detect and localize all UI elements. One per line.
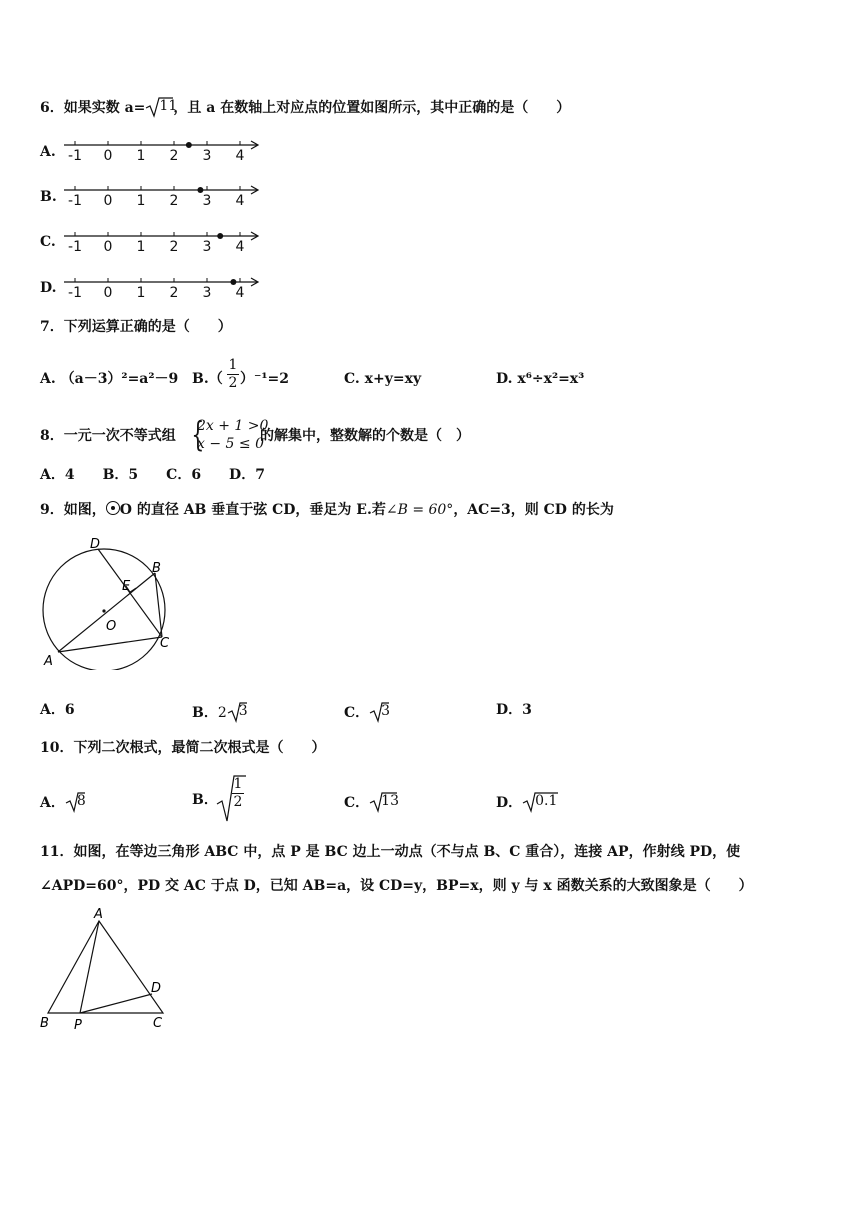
number-line-tick-label: -1 xyxy=(68,239,82,253)
q10-c-arg: 13 xyxy=(381,793,399,809)
q8-stem-pre: 8．一元一次不等式组 xyxy=(40,428,176,444)
q6-option-c-label: C. xyxy=(40,234,56,250)
q9-stem xyxy=(40,501,614,519)
number-line-tick-label: 2 xyxy=(169,193,179,207)
number-line-tick-label: 4 xyxy=(235,193,245,207)
q11-label-a: A xyxy=(94,907,103,922)
q10-option-c xyxy=(344,791,397,813)
q7-b-num: 1 xyxy=(228,357,238,373)
q11-label-p: P xyxy=(74,1018,82,1033)
q6-number-line-a xyxy=(62,136,262,162)
q6-number-line-d xyxy=(62,273,262,299)
q9-label-o: O xyxy=(106,619,117,634)
number-line-tick-label: 0 xyxy=(103,239,113,253)
q6-sqrt xyxy=(145,96,178,118)
q11-label-b: B xyxy=(40,1016,49,1031)
q6-option-b-label: B. xyxy=(40,189,57,205)
number-line-tick-label: -1 xyxy=(68,148,82,162)
q10-c-label: C． xyxy=(344,795,370,811)
q9-option-d: D．3 xyxy=(496,702,532,718)
q8-stem-post: 的解集中，整数解的个数是（ ） xyxy=(260,428,470,444)
number-line-tick-label: 1 xyxy=(136,148,146,162)
q11-segment-pd xyxy=(80,994,152,1013)
number-line-tick-label: 1 xyxy=(136,285,146,299)
number-line-tick-label: 1 xyxy=(136,239,146,253)
number-line-tick-label: 3 xyxy=(202,285,212,299)
q11-triangle-abc xyxy=(48,921,163,1013)
number-line-point xyxy=(186,142,192,148)
number-line-point xyxy=(217,233,223,239)
q6-option-d-label: D. xyxy=(40,280,57,296)
q9-c-sqrt xyxy=(369,701,389,723)
number-line-tick-label: 3 xyxy=(202,148,212,162)
q7-c-label: C. xyxy=(344,371,360,387)
number-line-point xyxy=(197,187,203,193)
q9-option-c xyxy=(344,701,389,723)
number-line-tick-label: 4 xyxy=(235,148,245,162)
number-line-tick-label: 3 xyxy=(202,239,212,253)
number-line-tick-label: -1 xyxy=(68,193,82,207)
number-line-tick-label: 1 xyxy=(136,193,146,207)
q7-option-c xyxy=(344,370,421,388)
q10-stem: 10．下列二次根式，最简二次根式是（ ） xyxy=(40,740,326,756)
q6-stem-post: ，且 a 在数轴上对应点的位置如图所示，其中正确的是（ ） xyxy=(173,100,571,116)
q6-sqrt-arg: 11 xyxy=(159,98,178,114)
q11-label-d: D xyxy=(151,981,162,996)
q9-stem-pre: 9．如图， xyxy=(40,502,106,518)
q6-number-line-b xyxy=(62,181,262,207)
q7-b-label: B. xyxy=(192,371,209,387)
q9-b-coef: 2 xyxy=(217,705,227,721)
q10-a-arg: 8 xyxy=(76,793,86,809)
q10-c-sqrt xyxy=(369,791,397,813)
q7-b-tail: ）⁻¹=2 xyxy=(240,371,289,387)
number-line-tick-label: 3 xyxy=(202,193,212,207)
number-line-tick-label: 0 xyxy=(103,193,113,207)
q11-triangle-figure xyxy=(36,905,176,1035)
q8-ineq1: 2x + 1 >0 xyxy=(197,418,269,434)
q7-b-den: 2 xyxy=(228,375,238,391)
q10-d-arg: 0.1 xyxy=(535,793,558,809)
q7-option-a xyxy=(40,370,178,388)
q8-ineq2: x − 5 ≤ 0 xyxy=(197,436,264,452)
q9-angle: ∠B = 60° xyxy=(385,502,454,518)
q6-option-a-label: A. xyxy=(40,144,56,160)
q10-option-b-label: B． xyxy=(192,792,218,808)
q7-option-b: B.（ xyxy=(192,371,223,387)
q8-options: A．4 B．5 C．6 D．7 xyxy=(40,467,265,483)
q10-a-sqrt xyxy=(65,791,85,813)
q9-stem-post: ，AC=3，则 CD 的长为 xyxy=(453,502,614,518)
number-line-point xyxy=(230,279,236,285)
number-line-tick-label: 4 xyxy=(235,285,245,299)
q7-b-fraction xyxy=(227,357,239,392)
q6-stem xyxy=(40,96,570,118)
q9-stem-mid: O 的直径 AB 垂直于弦 CD，垂足为 E.若 xyxy=(119,502,386,518)
q9-label-d: D xyxy=(90,537,101,552)
q9-circle-figure xyxy=(36,530,186,670)
q7-a-text: （a－3）²=a²－9 xyxy=(60,371,179,387)
circle-dot-icon xyxy=(106,501,120,515)
q10-d-label: D． xyxy=(496,795,523,811)
q9-option-b xyxy=(192,701,247,723)
q10-option-d xyxy=(496,791,558,813)
number-line-tick-label: 0 xyxy=(103,285,113,299)
q11-line1: 11．如图，在等边三角形 ABC 中，点 P 是 BC 边上一动点（不与点 B、C 重合），连接 AP，作射线 PD，使 xyxy=(40,844,741,860)
q9-c-label: C． xyxy=(344,705,370,721)
q10-option-a xyxy=(40,791,85,813)
q11-line2: ∠APD=60°，PD 交 AC 于点 D，已知 AB=a，设 CD=y，BP=x，则 y 与 x 函数关系的大致图象是（ ） xyxy=(40,878,753,894)
q9-c-arg: 3 xyxy=(381,703,391,719)
q10-d-sqrt xyxy=(522,791,558,813)
q9-b-label: B． xyxy=(192,705,218,721)
q9-label-c: C xyxy=(160,636,170,651)
q10-b-num: 1 xyxy=(233,776,243,792)
number-line-tick-label: 2 xyxy=(169,239,179,253)
q7-stem: 7．下列运算正确的是（ ） xyxy=(40,319,232,335)
number-line-tick-label: 2 xyxy=(169,285,179,299)
q7-d-label: D. xyxy=(496,371,513,387)
q10-b-den: 2 xyxy=(233,794,243,810)
q7-c-text: x+y=xy xyxy=(364,371,422,387)
number-line-tick-label: 2 xyxy=(169,148,179,162)
q11-label-c: C xyxy=(153,1016,163,1031)
q9-label-b: B xyxy=(152,561,161,576)
number-line-tick-label: 0 xyxy=(103,148,113,162)
q9-b-arg: 3 xyxy=(238,703,248,719)
q9-b-sqrt xyxy=(227,701,247,723)
q10-b-fraction xyxy=(232,776,244,811)
brace-icon: { xyxy=(191,415,205,455)
q6-number-line-c xyxy=(62,227,262,253)
q9-center-dot xyxy=(102,609,105,612)
q10-a-label: A． xyxy=(40,795,65,811)
q9-label-e: E xyxy=(122,579,131,594)
q9-option-a: A．6 xyxy=(40,702,75,718)
q7-d-text: x⁶÷x²=x³ xyxy=(517,371,585,387)
number-line-tick-label: -1 xyxy=(68,285,82,299)
q9-label-a: A xyxy=(44,654,53,669)
q11-segment-ap xyxy=(80,921,99,1013)
number-line-tick-label: 4 xyxy=(235,239,245,253)
q7-option-d xyxy=(496,370,584,388)
q6-stem-pre: 6．如果实数 a= xyxy=(40,100,146,116)
q7-a-label: A. xyxy=(40,371,56,387)
